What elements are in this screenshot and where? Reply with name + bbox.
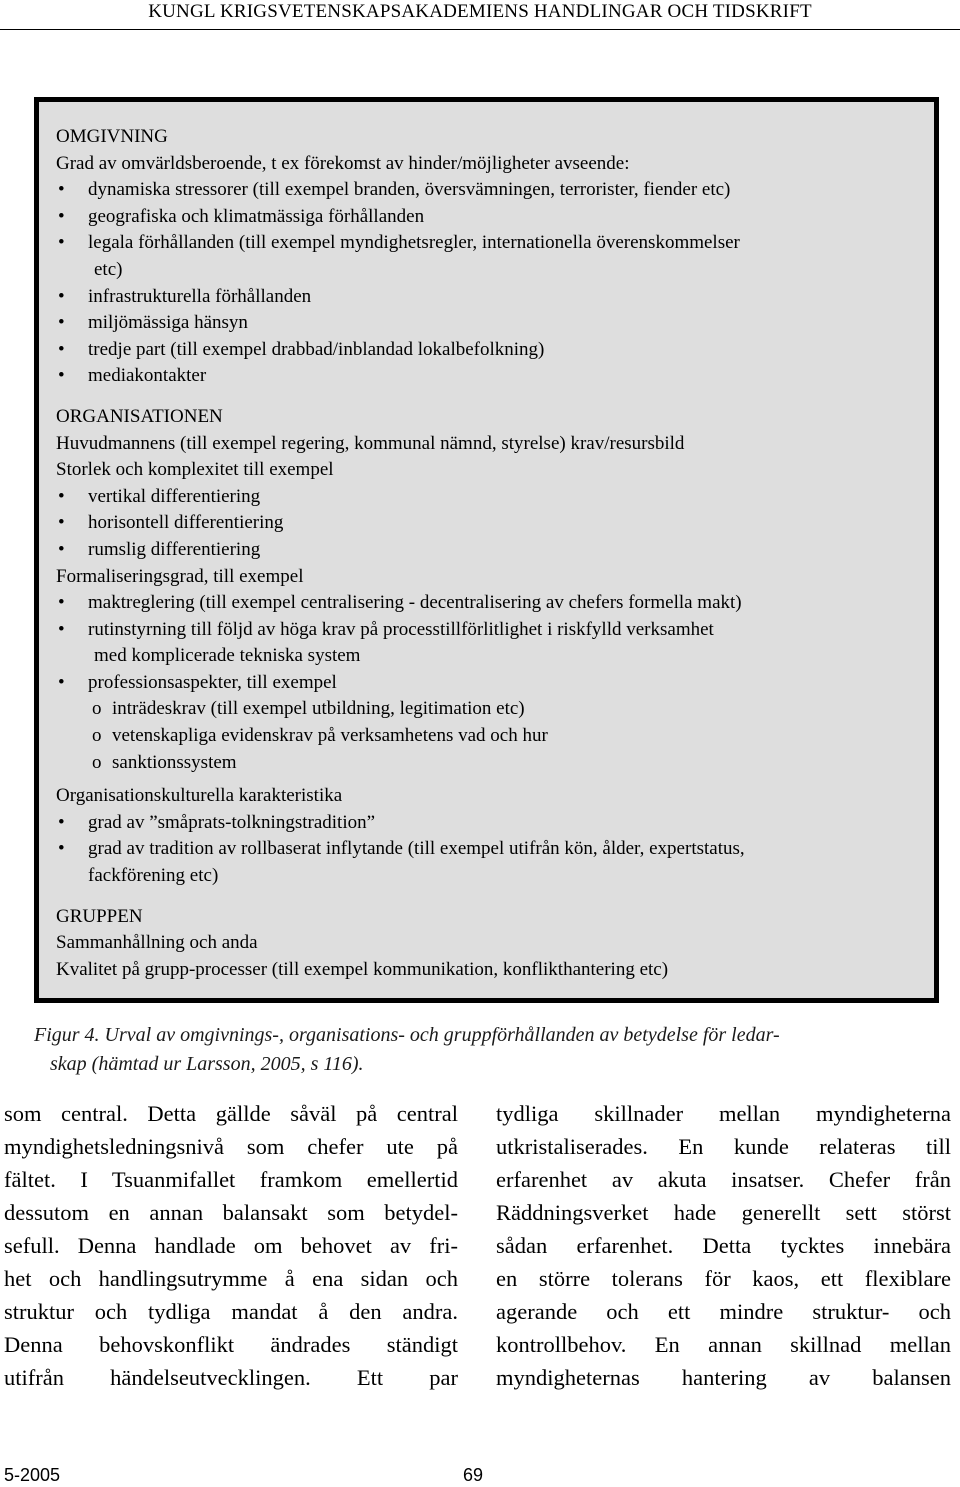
list-item-continuation: med komplicerade tekniska system [94,645,361,667]
list-item: • legala förhållanden (till exempel myndighetsregler, internationella överenskommelser [56,230,936,257]
text-line: som central. Detta gällde såväl på central [4,1101,458,1126]
figure-caption [34,1021,949,1079]
list-item: • grad av ”småprats-tolkningstradition” [56,810,936,837]
text-line: utkristaliserades. En kunde relateras till [496,1134,951,1159]
text-line: tydliga skillnader mellan myndigheterna [496,1101,951,1126]
bullet-icon: • [58,592,65,614]
list-item: • tredje part (till exempel drabbad/inblandad lokalbefolkning) [56,337,936,364]
text-line: sådan erfarenhet. Detta tycktes innebära [496,1233,951,1258]
text-line: sefull. Denna handlade om behovet av fri- [4,1233,458,1258]
text-line: struktur och tydliga mandat å den andra. [4,1299,458,1324]
bullet-icon: • [58,838,65,860]
sub-bullet-marker: o [92,751,102,773]
journal-title: KUNGL KRIGSVETENSKAPSAKADEMIENS HANDLINGAR OCH TIDSKRIFT [148,1,812,22]
bullet-icon: • [58,365,65,387]
text-line: dessutom en annan balansakt som betydel- [4,1200,458,1225]
list-item: • rutinstyrning till följd av höga krav på processtillförlitlighet i riskfylld verksamhet [56,617,936,644]
list-item: • geografiska och klimatmässiga förhållanden [56,204,936,231]
list-item: • rumslig differentiering [56,537,936,564]
list-item: • infrastrukturella förhållanden [56,284,936,311]
sub-list-item: o inträdeskrav (till exempel utbildning, legitimation etc) [56,696,936,723]
sub-bullet-marker: o [92,698,102,720]
header-rule [0,29,960,30]
figure-content [56,124,936,983]
organisation-line: Storlek och komplexitet till exempel [56,459,334,481]
list-item: • professionsaspekter, till exempel [56,670,936,697]
text-line: agerande och ett mindre struktur- och [496,1299,951,1324]
bullet-icon: • [58,338,65,360]
journal-header [0,0,960,30]
text-line: Räddningsverket hade generellt sett störst [496,1200,951,1225]
sub-list-item: o sanktionssystem [56,750,936,777]
caption-line: skap (hämtad ur Larsson, 2005, s 116). [50,1053,364,1075]
omgivning-intro: Grad av omvärldsberoende, t ex förekomst av hinder/möjligheter avseende: [56,152,630,174]
text-line: myndigheternas hantering av balansen [496,1365,951,1390]
page-number: 69 [463,1465,484,1485]
section-heading-omgivning: OMGIVNING [56,126,168,147]
text-line: myndighetsledningsnivå som chefer ute på [4,1134,458,1159]
caption-line: Figur 4. Urval av omgivnings-, organisations- och gruppförhållanden av betydelse för ledar- [34,1024,780,1046]
body-column-right [496,1097,951,1394]
section-heading-gruppen: GRUPPEN [56,905,143,927]
bullet-icon: • [58,179,65,201]
bullet-icon: • [58,618,65,640]
bullet-icon: • [58,811,65,833]
organisation-line: Organisationskulturella karakteristika [56,785,343,807]
bullet-icon: • [58,232,65,254]
text-line: en större tolerans för kaos, ett flexiblare [496,1266,951,1291]
bullet-icon: • [58,312,65,334]
text-line: fältet. I Tsuanmifallet framkom emellertid [4,1167,458,1192]
bullet-icon: • [58,285,65,307]
bullet-icon: • [58,671,65,693]
list-item: • miljömässiga hänsyn [56,310,936,337]
organisation-line: Formaliseringsgrad, till exempel [56,565,304,587]
bullet-icon: • [58,512,65,534]
list-item: • vertikal differentiering [56,484,936,511]
bullet-icon: • [58,538,65,560]
list-item-continuation: fackförening etc) [88,865,219,887]
list-item-continuation: etc) [94,258,123,280]
text-line: het och handlingsutrymme å ena sidan och [4,1266,458,1291]
text-line: kontrollbehov. En annan skillnad mellan [496,1332,951,1357]
section-spacer [56,776,936,783]
section-spacer [56,890,936,904]
bullet-icon: • [58,485,65,507]
gruppen-line: Kvalitet på grupp-processer (till exempel kommunikation, konflikthantering etc) [56,958,669,980]
organisation-line: Huvudmannens (till exempel regering, kommunal nämnd, styrelse) krav/resursbild [56,432,685,454]
footer-issue: 5-2005 [4,1465,61,1485]
sub-list-item: o vetenskapliga evidenskrav på verksamhetens vad och hur [56,723,936,750]
section-heading-organisationen: ORGANISATIONEN [56,405,223,427]
text-line: utifrån händelseutvecklingen. Ett par [4,1365,458,1390]
text-line: erfarenhet av akuta insatser. Chefer från [496,1167,951,1192]
list-item: • horisontell differentiering [56,510,936,537]
list-item: • dynamiska stressorer (till exempel branden, översvämningen, terrorister, fiender etc) [56,177,936,204]
body-column-left [4,1097,458,1394]
list-item: • mediakontakter [56,363,936,390]
text-line: Denna behovskonflikt ändrades ständigt [4,1332,458,1357]
sub-bullet-marker: o [92,725,102,747]
list-item: • grad av tradition av rollbaserat inflytande (till exempel utifrån kön, ålder, expertstatus, [56,836,936,863]
section-spacer [56,390,936,404]
bullet-icon: • [58,205,65,227]
list-item: • maktreglering (till exempel centralisering - decentralisering av chefers formella makt) [56,590,936,617]
gruppen-line: Sammanhållning och anda [56,932,258,954]
